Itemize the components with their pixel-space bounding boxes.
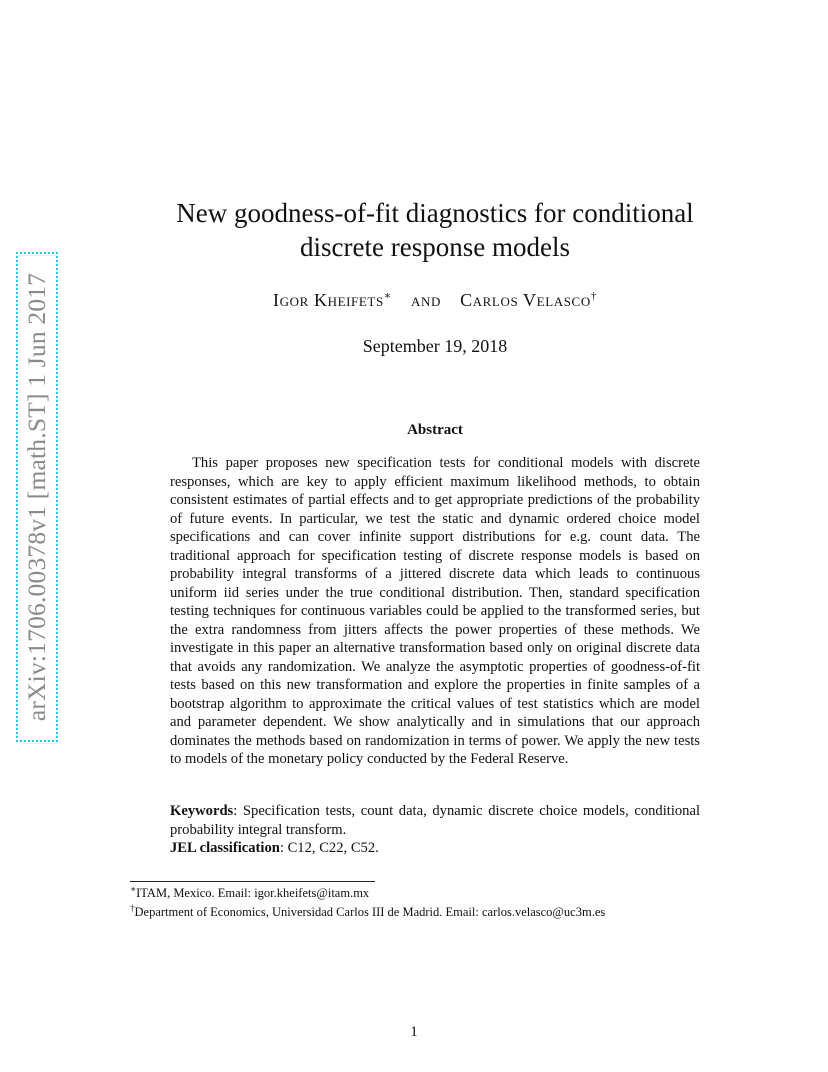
author-list xyxy=(120,290,750,311)
arxiv-stamp xyxy=(16,252,58,742)
author-connector: and xyxy=(410,290,441,310)
title-line-2: discrete response models xyxy=(300,232,570,262)
author-1-footnote-mark: ∗ xyxy=(383,290,392,302)
page-number: 1 xyxy=(410,1024,418,1040)
author-2-footnote-mark: † xyxy=(590,290,597,302)
arxiv-identifier: arXiv:1706.00378v1 [math.ST] 1 Jun 2017 xyxy=(22,272,51,722)
keywords-block xyxy=(170,802,700,858)
footnote-1-mark: ∗ xyxy=(130,883,137,894)
author-name-2: Carlos Velasco xyxy=(460,290,591,310)
paper-title xyxy=(120,196,750,264)
footnotes xyxy=(130,884,730,922)
footnote-rule xyxy=(130,881,375,882)
title-line-1: New goodness-of-fit diagnostics for conditional xyxy=(176,198,694,228)
footnote-2-text: Department of Economics, Universidad Carlos III de Madrid. Email: carlos.velasco@uc3m.es xyxy=(134,905,606,919)
keywords-text: : Specification tests, count data, dynamic discrete choice models, conditional probability integral transform. xyxy=(170,803,700,838)
footnote-1 xyxy=(130,884,730,903)
footnote-1-text: ITAM, Mexico. Email: igor.kheifets@itam.mx xyxy=(136,886,370,900)
author-name-1: Igor Kheifets xyxy=(273,290,384,310)
paper-date: September 19, 2018 xyxy=(362,336,508,356)
abstract-heading: Abstract xyxy=(407,422,463,438)
footnote-2 xyxy=(130,903,730,922)
jel-label: JEL classification xyxy=(170,840,280,856)
abstract-body: This paper proposes new specification tests for conditional models with discrete responses, which are key to apply efficient maximum likelihood methods, to obtain consistent estimates of partial effects and to get appropriate predictions of the probability of future events. In particular, we test the static and dynamic ordered choice model specifications and can cover infinite support distributions for e.g. count data. The traditional approach for specification testing of discrete response models is based on probability integral transforms of a jittered discrete data which leads to continuous uniform iid series under the true conditional distribution. Then, standard specification testing techniques for continuous variables could be applied to the transformed series, but the extra randomness from jitters affects the power properties of these methods. We investigate in this paper an alternative transformation based only on original discrete data that avoids any randomization. We analyze the asymptotic properties of goodness-of-fit tests based on this new transformation and explore the properties in finite samples of a bootstrap algorithm to approximate the critical values of test statistics which are model and parameter dependent. We show analytically and in simulations that our approach dominates the methods based on randomization in terms of power. We apply the new tests to models of the monetary policy conducted by the Federal Reserve. xyxy=(170,455,700,767)
keywords-label: Keywords xyxy=(170,803,234,819)
jel-text: : C12, C22, C52. xyxy=(279,840,379,856)
footnote-2-mark: † xyxy=(130,902,135,913)
